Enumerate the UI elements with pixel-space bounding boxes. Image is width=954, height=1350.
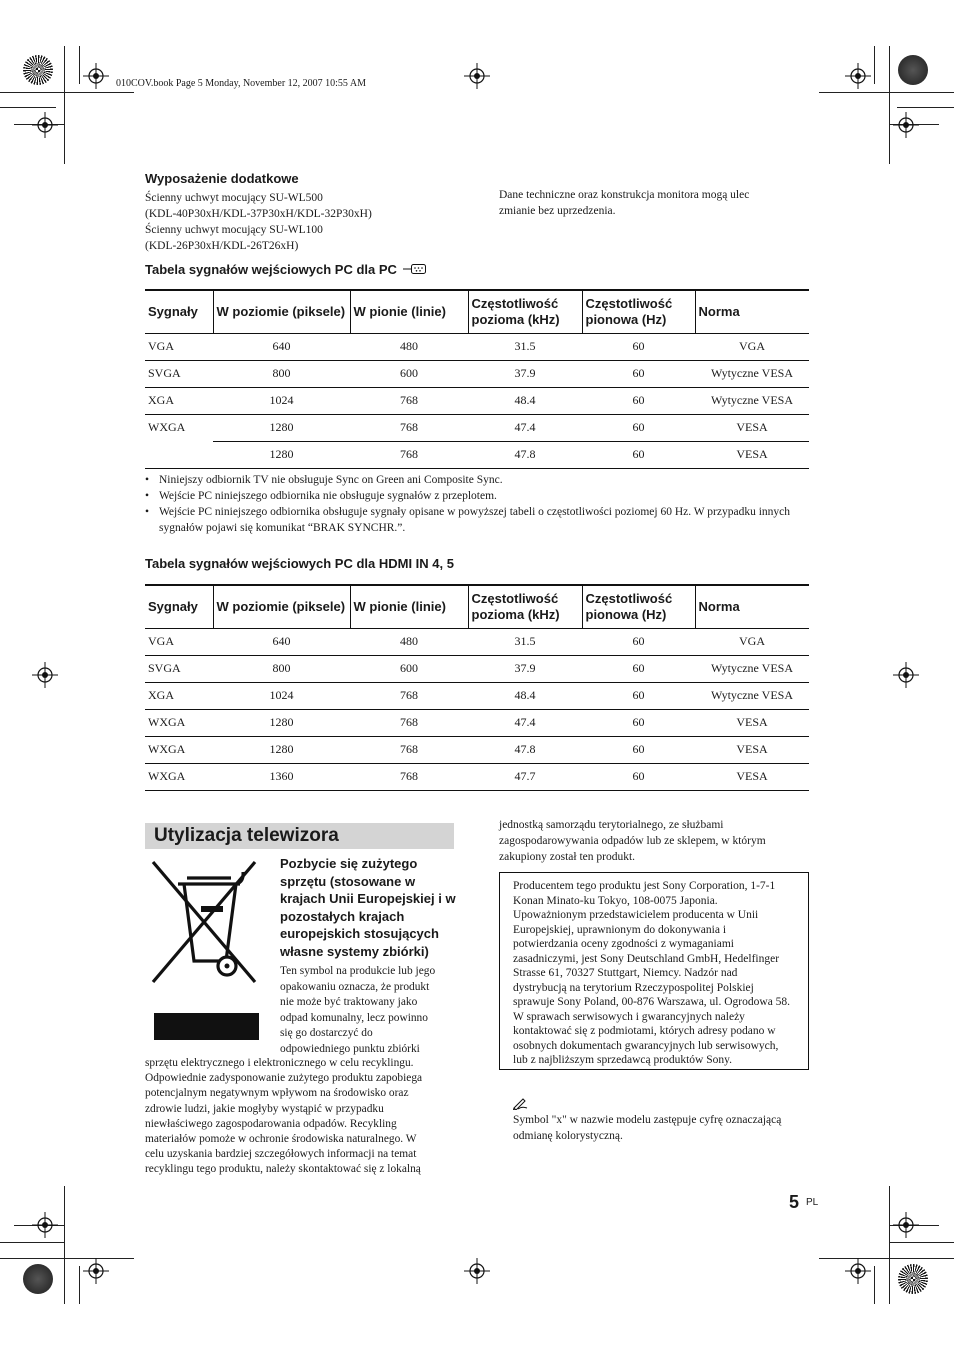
- crop-mark: [64, 92, 134, 93]
- list-item: • Wejście PC niniejszego odbiornika nie obsługuje sygnałów z przeplotem.: [145, 488, 809, 504]
- table-cell: VGA: [695, 628, 809, 655]
- table-cell: 1280: [213, 709, 350, 736]
- table-cell: 768: [350, 682, 468, 709]
- crop-mark: [64, 46, 65, 164]
- crop-mark: [874, 46, 875, 84]
- table-cell: VESA: [695, 414, 809, 441]
- table-cell: SVGA: [145, 655, 213, 682]
- crop-mark: [889, 46, 890, 164]
- column-header: Częstotliwość pozioma (kHz): [468, 585, 582, 628]
- registration-mark-icon: [32, 1212, 58, 1238]
- table-header-row: [145, 585, 809, 628]
- color-rosette-icon: [23, 55, 53, 85]
- crossed-out-wheelie-bin-icon: [147, 856, 261, 988]
- accessory-line: Ścienny uchwyt mocujący SU-WL500: [145, 192, 323, 204]
- crop-mark: [819, 1258, 954, 1259]
- table-cell: 47.8: [468, 736, 582, 763]
- table-cell: WXGA: [148, 420, 186, 435]
- table-cell: 480: [350, 333, 468, 360]
- table-cell: 60: [582, 655, 695, 682]
- list-item: • Wejście PC niniejszego odbiornika obsługuje sygnały opisane w powyższej tabeli o częstotliwości poziomej 60 Hz. W przypadku innych sygnałów pojawi się komunikat “BRAK SYNCHR.”.: [145, 504, 809, 536]
- crop-mark: [79, 46, 80, 84]
- table-cell: Wytyczne VESA: [695, 360, 809, 387]
- column-header: W pionie (linie): [350, 290, 468, 333]
- table-cell: 60: [582, 414, 695, 441]
- accessory-line: (KDL-40P30xH/KDL-37P30xH/KDL-32P30xH): [145, 208, 372, 220]
- table-cell: 60: [582, 387, 695, 414]
- manufacturer-info-box: Producentem tego produktu jest Sony Corporation, 1-7-1 Konan Minato-ku Tokyo, 108-0075 Japonia. Upoważnionym przedstawicielem producenta w Unii Europejskiej, uprawnionym do dokonywania i potwierdzania oceny zgodności z wymaganiami zasadniczymi, jest Sony Deutschland GmbH, Hedelfinger Strasse 61, 70327 Stuttgart, Niemcy. Nadzór nad dystrybucją na terytorium Rzeczypospolitej Polskiej sprawuje Sony Poland, 00-876 Warszawa, ul. Ogrodowa 58. W sprawach serwisowych i gwarancyjnych należy kontaktować się z podmiotami, których adresy podano w osobnych dokumentach gwarancyjnych lub serwisowych, lub z najbliższym sprzedawcą produktów Sony.: [499, 872, 809, 1070]
- registration-mark-icon: [83, 1258, 109, 1284]
- accessory-line: (KDL-26P30xH/KDL-26T26xH): [145, 240, 299, 252]
- table-cell: VESA: [695, 441, 809, 468]
- table-cell: 47.7: [468, 763, 582, 790]
- crop-mark: [64, 1186, 65, 1304]
- column-header: Częstotliwość pozioma (kHz): [468, 290, 582, 333]
- table-cell: 768: [350, 414, 468, 441]
- table-cell: 47.4: [468, 414, 582, 441]
- table-cell: 48.4: [468, 387, 582, 414]
- column-header: W poziomie (piksele): [213, 585, 350, 628]
- disposal-text-continued: jednostką samorządu terytorialnego, ze służbami zagospodarowywania odpadów lub ze sklepem, w którym zakupiony został ten produkt.: [499, 819, 766, 863]
- table-cell: 48.4: [468, 682, 582, 709]
- column-header: Norma: [695, 290, 809, 333]
- column-header: Norma: [695, 585, 809, 628]
- color-rosette-icon: [898, 55, 928, 85]
- table-cell: 480: [350, 628, 468, 655]
- table-cell: 768: [350, 441, 468, 468]
- table-cell: WXGA: [145, 736, 213, 763]
- crop-mark: [889, 1242, 954, 1243]
- table-cell: 47.8: [468, 441, 582, 468]
- table-row: [145, 682, 809, 709]
- column-header: Częstotliwość pionowa (Hz): [582, 290, 695, 333]
- registration-mark-icon: [893, 112, 919, 138]
- table-cell: 800: [213, 360, 350, 387]
- print-header: 010COV.book Page 5 Monday, November 12, 2007 10:55 AM: [116, 78, 366, 89]
- registration-mark-icon: [32, 112, 58, 138]
- table-row: [145, 387, 809, 414]
- table-cell: 60: [582, 736, 695, 763]
- table-cell: 47.4: [468, 709, 582, 736]
- table-cell: 768: [350, 387, 468, 414]
- crop-mark: [819, 92, 889, 93]
- column-header: W poziomie (piksele): [213, 290, 350, 333]
- table-cell: VGA: [145, 333, 213, 360]
- registration-mark-icon: [893, 662, 919, 688]
- table-row: [145, 709, 809, 736]
- pc-input-icon: [403, 263, 427, 275]
- table-row: [145, 763, 809, 790]
- table-row: [145, 655, 809, 682]
- pc-signal-table: [145, 289, 809, 469]
- table-cell: WXGA: [145, 709, 213, 736]
- table-row: [145, 628, 809, 655]
- column-header: Częstotliwość pionowa (Hz): [582, 585, 695, 628]
- crop-mark: [0, 1258, 134, 1259]
- hdmi-signal-table: [145, 584, 809, 791]
- table-row: [145, 333, 809, 360]
- table-cell: VESA: [695, 763, 809, 790]
- table-cell: VESA: [695, 736, 809, 763]
- crop-mark: [874, 1266, 875, 1304]
- table-cell: 1280: [213, 414, 350, 441]
- table-cell: XGA: [145, 387, 213, 414]
- table-header-row: [145, 290, 809, 333]
- crop-mark: [0, 1242, 64, 1243]
- hdmi-table-title: Tabela sygnałów wejściowych PC dla HDMI IN 4, 5: [145, 556, 454, 571]
- registration-mark-icon: [464, 63, 490, 89]
- disposal-subheading: Pozbycie się zużytego sprzętu (stosowane w krajach Unii Europejskiej i w pozostałych krajach europejskich stosujących własne systemy zbiórki): [280, 856, 456, 959]
- model-note: Symbol "x" w nazwie modelu zastępuje cyfrę oznaczającą odmianę kolorystyczną.: [513, 1114, 782, 1142]
- table-cell: 600: [350, 360, 468, 387]
- table-row: [145, 736, 809, 763]
- table-cell: Wytyczne VESA: [695, 387, 809, 414]
- table-cell: Wytyczne VESA: [695, 655, 809, 682]
- table-cell: 640: [213, 628, 350, 655]
- color-rosette-icon: [898, 1264, 928, 1294]
- registration-mark-icon: [893, 1212, 919, 1238]
- table-cell: Wytyczne VESA: [695, 682, 809, 709]
- accessories-list: [145, 190, 465, 254]
- table-cell: 60: [582, 360, 695, 387]
- weee-black-bar: [154, 1013, 259, 1040]
- column-header: W pionie (linie): [350, 585, 468, 628]
- table-cell: 60: [582, 682, 695, 709]
- table-cell: [145, 441, 213, 468]
- table-cell: 600: [350, 655, 468, 682]
- list-item: • Niniejszy odbiornik TV nie obsługuje Sync on Green ani Composite Sync.: [145, 472, 809, 488]
- column-header: Sygnały: [145, 290, 213, 333]
- table-cell: XGA: [145, 682, 213, 709]
- table-cell: 1360: [213, 763, 350, 790]
- table-row: [145, 360, 809, 387]
- registration-mark-icon: [32, 662, 58, 688]
- page-number: 5: [789, 1192, 800, 1212]
- registration-mark-icon: [83, 63, 109, 89]
- table-cell: 1280: [213, 736, 350, 763]
- table-cell: 768: [350, 736, 468, 763]
- table-cell: 60: [582, 333, 695, 360]
- table-cell: 31.5: [468, 333, 582, 360]
- registration-mark-icon: [464, 1258, 490, 1284]
- table-cell: 60: [582, 628, 695, 655]
- specs-change-note: Dane techniczne oraz konstrukcja monitora mogą ulec zmianie bez uprzedzenia.: [499, 189, 750, 217]
- table-row: [145, 441, 809, 468]
- table-cell: 1024: [213, 682, 350, 709]
- table-cell: 60: [582, 763, 695, 790]
- table-cell: WXGA: [145, 763, 213, 790]
- crop-mark: [889, 1186, 890, 1304]
- table-row: [145, 414, 809, 441]
- registration-mark-icon: [845, 63, 871, 89]
- table-cell: 640: [213, 333, 350, 360]
- table-cell: 1280: [213, 441, 350, 468]
- color-rosette-icon: [23, 1264, 53, 1294]
- crop-mark: [0, 107, 56, 108]
- note-pencil-icon: [513, 1097, 529, 1110]
- table-cell: VESA: [695, 709, 809, 736]
- table-cell: 31.5: [468, 628, 582, 655]
- table-cell: 60: [582, 441, 695, 468]
- crop-mark: [79, 1266, 80, 1304]
- disposal-text-wide: sprzętu elektrycznego i elektronicznego w celu recyklingu. Odpowiednie zadysponowanie zużytego produktu zapobiega potencjalnym negatywnym wpływom na środowisko oraz zdrowie ludzi, jakie mogłyby wystąpić w przypadku niewłaściwego zagospodarowania odpadów. Recykling materiałów pomoże w ochronie środowiska naturalnego. W celu uzyskania bardziej szczegółowych informacji na temat recyklingu tego produktu, należy skontaktować się z lokalną: [145, 1057, 423, 1176]
- crop-mark: [0, 92, 64, 93]
- table-cell: 1024: [213, 387, 350, 414]
- registration-mark-icon: [845, 1258, 871, 1284]
- column-header: Sygnały: [145, 585, 213, 628]
- page-language: PL: [806, 1197, 819, 1208]
- accessory-line: Ścienny uchwyt mocujący SU-WL100: [145, 224, 323, 236]
- table-cell: 768: [350, 763, 468, 790]
- table-cell: VGA: [145, 628, 213, 655]
- pc-table-title: Tabela sygnałów wejściowych PC dla PC: [145, 262, 427, 277]
- table-cell: VGA: [695, 333, 809, 360]
- pc-input-notes: [145, 472, 809, 536]
- disposal-text-narrow: Ten symbol na produkcie lub jego opakowaniu oznacza, że produkt nie może być traktowany jako odpad komunalny, lecz powinno się go dostarczyć do odpowiedniego punktu zbiórki: [280, 965, 436, 1055]
- table-cell: SVGA: [145, 360, 213, 387]
- section-title: Utylizacja telewizora: [145, 823, 454, 849]
- table-cell: 768: [350, 709, 468, 736]
- table-cell: 800: [213, 655, 350, 682]
- table-cell: 37.9: [468, 655, 582, 682]
- crop-mark: [897, 107, 954, 108]
- crop-mark: [889, 92, 954, 93]
- accessories-heading: Wyposażenie dodatkowe: [145, 171, 299, 186]
- table-cell: 37.9: [468, 360, 582, 387]
- table-cell: 60: [582, 709, 695, 736]
